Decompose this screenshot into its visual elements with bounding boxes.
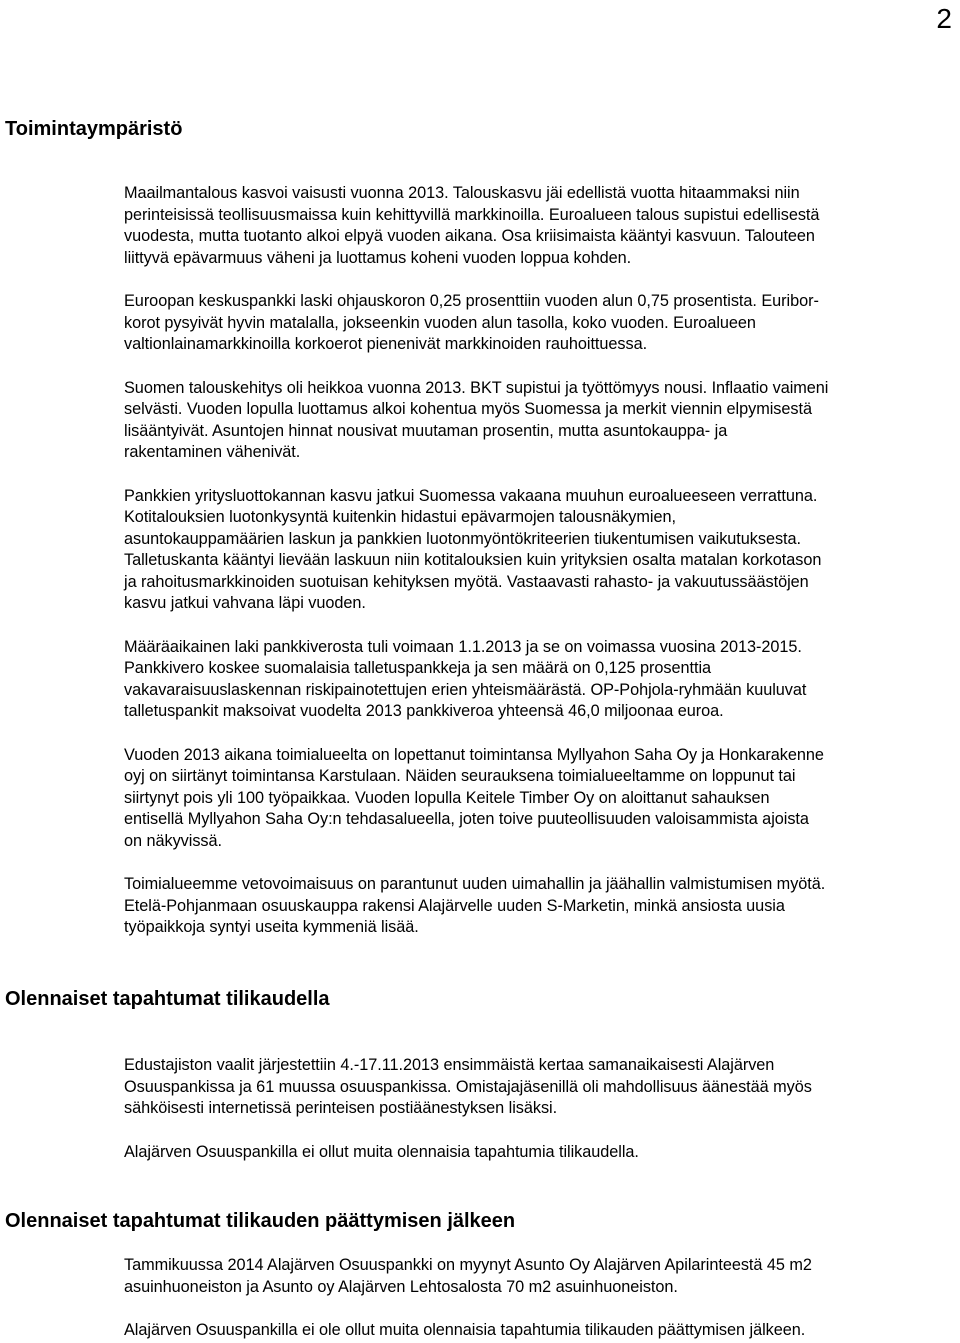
text-line: Pankkivero koskee suomalaisia talletuspankkeja ja sen määrä on 0,125 prosenttia <box>124 659 712 677</box>
text-line: liittyvä epävarmuus väheni ja luottamus koheni vuoden loppua kohden. <box>124 248 632 267</box>
section-olennaiset-tapahtumat <box>124 1055 956 1163</box>
text-line: Edustajiston vaalit järjestettiin 4.-17.11.2013 ensimmäistä kertaa samanaikaisesti Alajärven <box>124 1056 775 1074</box>
text-line: vakavaraisuuslaskennan riskipainotettujen erien yhteismäärästä. OP-Pohjola-ryhmään kuuluvat <box>124 680 807 699</box>
text-line: talletuspankit maksoivat vuodelta 2013 pankkiveroa yhteensä 46,0 miljoonaa euroa. <box>124 702 724 720</box>
text-line: Toimialueemme vetovoimaisuus on parantunut uuden uimahallin ja jäähallin valmistumisen myötä. <box>124 875 826 893</box>
text-line: asuntokauppamäärien laskun ja pankkien luotonmyöntökriteerien tiukentumisen vaikutuksesta. <box>124 529 802 548</box>
text-line: perinteisissä teollisuusmaissa kuin kehittyvillä markkinoilla. Euroalueen talous supistui edellisestä <box>124 205 820 224</box>
text-line: ja rahoitusmarkkinoiden suotuisan kehityksen myötä. Vastaavasti rahasto- ja vakuutussäästöjen <box>124 572 809 591</box>
section-tapahtumat-paattymisen-jalkeen <box>124 1255 956 1342</box>
text-line: Tammikuussa 2014 Alajärven Osuuspankki on myynyt Asunto Oy Alajärven Apilarinteestä 45 m2 <box>124 1256 812 1274</box>
text-line: on näkyvissä. <box>124 831 222 850</box>
text-line: entisellä Myllyahon Saha Oy:n tehdasalueella, joten toive puuteollisuuden valoisammista ajoista <box>124 810 809 828</box>
text-line: Alajärven Osuuspankilla ei ole ollut muita olennaisia tapahtumia tilikauden päättymisen jälkeen. <box>124 1321 806 1339</box>
section-toimintaymparisto <box>124 183 956 939</box>
text-line: työpaikkoja syntyi useita kymmeniä lisää. <box>124 918 419 936</box>
paragraph-bank-lending <box>124 486 956 615</box>
text-line: valtionlainamarkkinoilla korkoerot pienenivät markkinoiden rauhoittuessa. <box>124 335 648 353</box>
text-line: Kotitalouksien luotonkysyntä kuitenkin hidastui epävarmojen talousnäkymien, <box>124 508 676 526</box>
heading-toimintaymparisto: Toimintaympäristö <box>5 118 183 140</box>
paragraph-elections <box>124 1055 956 1120</box>
text-line: Osuuspankissa ja 61 muussa osuuspankissa. Omistajajäsenillä oli mahdollisuus äänestää myös <box>124 1077 812 1096</box>
text-line: Maailmantalous kasvoi vaisusti vuonna 2013. Talouskasvu jäi edellistä vuotta hitaammaksi niin <box>124 184 800 202</box>
paragraph-apartment-sales <box>124 1255 956 1298</box>
text-line: Määräaikainen laki pankkiverosta tuli voimaan 1.1.2013 ja se on voimassa vuosina 2013-2015. <box>124 637 802 656</box>
text-line: asuinhuoneiston ja Asunto oy Alajärven Lehtosalosta 70 m2 asuinhuoneiston. <box>124 1277 678 1296</box>
text-line: Suomen talouskehitys oli heikkoa vuonna 2013. BKT supistui ja työttömyys nousi. Inflaatio vaimeni <box>124 378 829 397</box>
text-line: oyj on siirtänyt toimintansa Karstulaan. Näiden seurauksena toimialueeltamme on loppunut tai <box>124 767 796 785</box>
text-line: selvästi. Vuoden lopulla luottamus alkoi kohentua myös Suomessa ja merkit viennin elpymisestä <box>124 400 812 418</box>
text-line: rakentaminen vähenivät. <box>124 443 301 461</box>
text-line: Alajärven Osuuspankilla ei ollut muita olennaisia tapahtumia tilikaudella. <box>124 1142 639 1161</box>
paragraph-no-events-after <box>124 1320 956 1342</box>
text-line: vuodesta, mutta tuotanto alkoi elpyä vuoden aikana. Osa kriisimaista kääntyi kasvuun. Talouteen <box>124 227 815 245</box>
text-line: Etelä-Pohjanmaan osuuskauppa rakensi Alajärvelle uuden S-Marketin, minkä ansiosta uusia <box>124 896 785 915</box>
paragraph-area-attractiveness <box>124 874 956 939</box>
paragraph-finland-economy <box>124 378 956 464</box>
text-line: kasvu jatkui vahvana läpi vuoden. <box>124 594 366 612</box>
text-line: Talletuskanta kääntyi lievään laskuun niin kotitalouksien kuin yrityksien osalta matalan korkotason <box>124 551 822 569</box>
paragraph-bank-tax <box>124 637 956 723</box>
page-number: 2 <box>936 3 952 34</box>
heading-olennaiset-tapahtumat: Olennaiset tapahtumat tilikaudella <box>5 988 330 1010</box>
paragraph-ecb-rates <box>124 291 956 356</box>
text-line: Pankkien yritysluottokannan kasvu jatkui Suomessa vakaana muuhun euroalueeseen verrattuna. <box>124 486 818 505</box>
text-line: lisääntyivät. Asuntojen hinnat nousivat muutaman prosentin, mutta asuntokauppa- ja <box>124 421 728 440</box>
text-line: sähköisesti internetissä perinteisen postiäänestyksen lisäksi. <box>124 1099 558 1117</box>
text-line: Euroopan keskuspankki laski ohjauskoron 0,25 prosenttiin vuoden alun 0,75 prosentista. Euribor- <box>124 292 819 310</box>
heading-tapahtumat-paattymisen-jalkeen: Olennaiset tapahtumat tilikauden päättymisen jälkeen <box>5 1210 516 1232</box>
text-line: siirtynyt pois yli 100 työpaikkaa. Vuoden lopulla Keitele Timber Oy on aloittanut sahauksen <box>124 788 770 807</box>
text-line: korot pysyivät hyvin matalalla, jokseenkin vuoden alun tasolla, koko vuoden. Euroalueen <box>124 313 756 332</box>
text-line: Vuoden 2013 aikana toimialueelta on lopettanut toimintansa Myllyahon Saha Oy ja Honkarakenne <box>124 745 824 764</box>
paragraph-no-other-events <box>124 1142 956 1164</box>
paragraph-local-industry <box>124 745 956 853</box>
paragraph-world-economy <box>124 183 956 269</box>
